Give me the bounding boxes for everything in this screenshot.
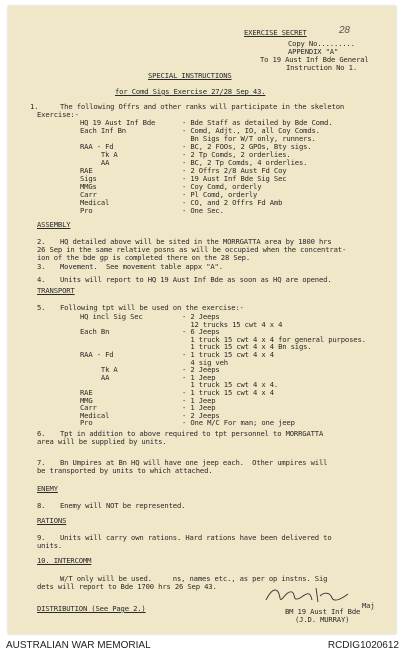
transport-row-detail: - 1 Jeep <box>182 403 216 413</box>
para10-line2: dets will report to Bde 1700 hrs 26 Sep 43. <box>37 582 217 591</box>
transport-row-unit: AA <box>80 372 110 382</box>
enemy-heading: ENEMY <box>37 484 58 493</box>
instruction-number: Instruction No 1. <box>286 63 358 72</box>
participant-row-detail: Bn Sigs for W/T only, runners. <box>182 134 316 143</box>
participant-row-detail: - BC, 2 FOOs, 2 GPOs, Bty sigs. <box>182 142 312 151</box>
rations-heading: RATIONS <box>37 516 67 525</box>
transport-row-detail: - One M/C For man; one jeep <box>182 418 295 428</box>
transport-row-detail: - 1 truck 15 cwt 4 x 4 <box>182 350 274 359</box>
para8-text: Enemy will NOT be represented. <box>60 501 186 510</box>
transport-row-unit: RAE <box>80 388 93 397</box>
participant-row-detail: - 19 Aust Inf Bde Sig Sec <box>182 174 287 183</box>
transport-row-unit: MMG <box>80 395 93 405</box>
signatory-name: (J.D. MURRAY) <box>295 615 350 624</box>
participant-row-unit: HQ 19 Aust Inf Bde <box>80 118 156 127</box>
participant-row-unit: AA <box>80 158 110 167</box>
transport-row-detail: - 2 Jeeps <box>182 312 220 321</box>
para10-line1: W/T only will be used. ns, names etc., as per op instns. Sig <box>60 574 328 583</box>
para1-intro-line1: The following Offrs and other ranks will participate in the skeleton <box>60 102 345 111</box>
participant-row-detail: - BC, 2 Tp Comds, 4 orderlies. <box>182 158 308 167</box>
signatory-appointment: BM 19 Aust Inf Bde <box>285 607 361 616</box>
distribution-note: DISTRIBUTION (See Page 2.) <box>37 604 146 613</box>
transport-row-unit: Pro <box>80 418 93 428</box>
para6-line2: area will be supplied by units. <box>37 437 167 446</box>
classification-stamp: EXERCISE SECRET <box>244 28 307 37</box>
transport-row-unit: HQ incl Sig Sec <box>80 312 143 321</box>
para4-text: Units will report to HQ 19 Aust Inf Bde as soon as HQ are opened. <box>60 275 332 284</box>
signatory-rank: Maj <box>362 601 375 610</box>
transport-row-detail: 1 truck 15 cwt 4 x 4 Bn sigs. <box>182 342 312 352</box>
participant-row-detail: - Coy Comd, orderly <box>182 182 262 191</box>
para9-line1: Units will carry own rations. Hard rations have been delivered to <box>60 533 332 542</box>
para2-line3: ion of the bde gp is completed there on the 28 Sep. <box>37 253 251 262</box>
transport-row-detail: 4 sig veh <box>182 357 228 367</box>
para2-line1: HQ detailed above will be sited in the MORRGATTA area by 1800 hrs <box>60 237 332 246</box>
para3-number: 3. <box>37 262 46 271</box>
page-number-mark: 28 <box>339 25 350 36</box>
participant-row-detail: - Pl Comd, orderly <box>182 190 258 199</box>
transport-row-unit: Tk A <box>80 365 118 375</box>
archive-reference: RCDIG1020612 <box>327 640 399 651</box>
para7-number: 7. <box>37 458 46 467</box>
participant-row-unit: Carr <box>80 190 97 199</box>
para2-line2: 26 Sep in the same relative posns as will be occupied when the concentrat- <box>37 245 347 254</box>
transport-row-detail: 1 truck 15 cwt 4 x 4. <box>182 380 279 390</box>
para3-text: Movement. See movement table appx "A". <box>60 262 223 271</box>
transport-row-detail: - 1 Jeep <box>182 395 216 405</box>
participant-row-unit: Sigs <box>80 174 97 183</box>
para2-number: 2. <box>37 237 46 246</box>
transport-row-detail: - 2 Jeeps <box>182 365 220 375</box>
archive-footer <box>0 636 405 654</box>
document-title: SPECIAL INSTRUCTIONS <box>148 71 232 80</box>
participant-row-unit: Pro <box>80 206 93 215</box>
para1-number: 1. <box>30 102 39 111</box>
para6-number: 6. <box>37 429 46 438</box>
para6-line1: Tpt in addition to above required to tpt personnel to MORRGATTA <box>60 429 324 438</box>
participant-row-detail: - Comd, Adjt., IO, all Coy Comds. <box>182 126 320 135</box>
transport-row-detail: 12 trucks 15 cwt 4 x 4 <box>182 319 283 329</box>
transport-row-unit: Carr <box>80 403 97 413</box>
participant-row-unit: RAE <box>80 166 93 175</box>
participant-row-unit: Each Inf Bn <box>80 126 126 135</box>
transport-row-detail: - 6 Jeeps <box>182 327 220 337</box>
transport-row-unit: Medical <box>80 410 110 420</box>
transport-row-unit: Each Bn <box>80 327 110 337</box>
participant-row-detail: - CO, and 2 Offrs Fd Amb <box>182 198 283 207</box>
participant-row-unit: Tk A <box>80 150 118 159</box>
para7-line2: be transported by units to which attached. <box>37 466 213 475</box>
handwritten-signature <box>262 580 352 610</box>
archive-name: AUSTRALIAN WAR MEMORIAL <box>6 640 151 651</box>
transport-row-detail: - 1 Jeep <box>182 372 216 382</box>
intercomm-heading: 10. INTERCOMM <box>37 556 92 565</box>
transport-row-unit: RAA - Fd <box>80 350 114 359</box>
appendix-label: APPENDIX "A" <box>288 47 339 56</box>
participant-row-detail: - 2 Tp Comds, 2 orderlies. <box>182 150 291 159</box>
para9-number: 9. <box>37 533 46 542</box>
participant-row-unit: MMGs <box>80 182 97 191</box>
transport-row-detail: - 2 Jeeps <box>182 410 220 420</box>
para8-number: 8. <box>37 501 46 510</box>
para7-line1: Bn Umpires at Bn HQ will have one jeep each. Other umpires will <box>60 458 328 467</box>
participant-row-unit: Medical <box>80 198 110 207</box>
transport-heading: TRANSPORT <box>37 286 75 295</box>
participant-row-unit: RAA - Fd <box>80 142 114 151</box>
para5-number: 5. <box>37 303 46 312</box>
para5-intro: Following tpt will be used on the exercise:- <box>60 303 244 312</box>
assembly-heading: ASSEMBLY <box>37 220 71 229</box>
transport-row-detail: - 1 truck 15 cwt 4 x 4 <box>182 388 274 397</box>
addressee-line: To 19 Aust Inf Bde General <box>260 55 369 64</box>
para1-intro-line2: Exercise:- <box>37 110 79 119</box>
copy-number: Copy No......... <box>288 39 355 48</box>
participant-row-detail: - 2 Offrs 2/8 Aust Fd Coy <box>182 166 287 175</box>
participant-row-detail: - One Sec. <box>182 206 224 215</box>
transport-row-detail: 1 truck 15 cwt 4 x 4 for general purposes. <box>182 334 366 344</box>
para9-line2: units. <box>37 541 63 550</box>
document-subtitle: for Comd Sigs Exercise 27/28 Sep 43. <box>115 87 266 96</box>
para4-number: 4. <box>37 275 46 284</box>
participant-row-detail: - Bde Staff as detailed by Bde Comd. <box>182 118 333 127</box>
